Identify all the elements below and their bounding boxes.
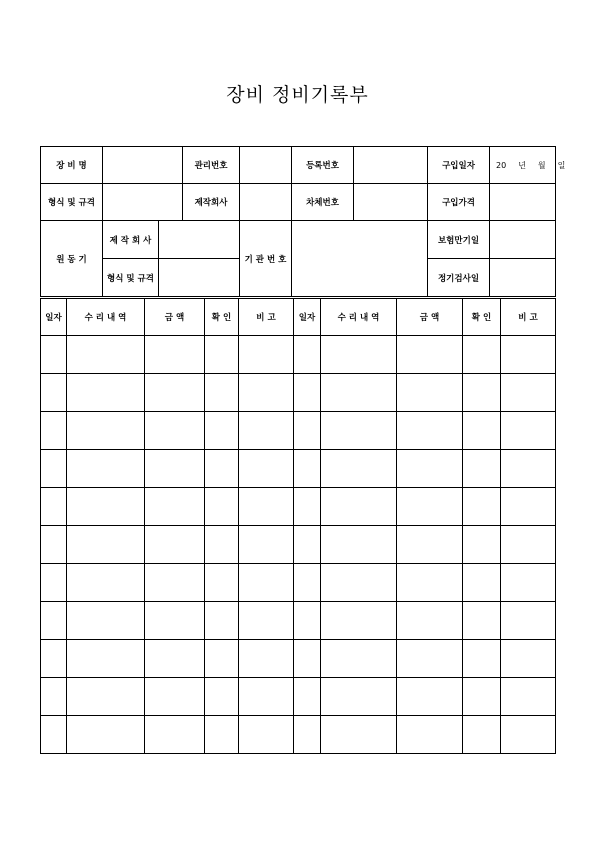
cell-repair-1[interactable] xyxy=(67,640,145,678)
cell-remarks-1[interactable] xyxy=(239,602,294,640)
purchase-date-field[interactable] xyxy=(490,147,566,184)
cell-amount-1[interactable] xyxy=(145,678,205,716)
manufacturer-field[interactable] xyxy=(240,184,292,221)
table-row xyxy=(41,602,556,640)
cell-remarks-1[interactable] xyxy=(239,450,294,488)
cell-date-2[interactable] xyxy=(294,640,321,678)
chassis-no-field[interactable] xyxy=(354,184,428,221)
engine-label: 원 동 기 xyxy=(41,221,103,297)
cell-confirm-2[interactable] xyxy=(463,374,501,412)
inspection-field[interactable] xyxy=(490,259,556,297)
cell-confirm-2[interactable] xyxy=(463,526,501,564)
cell-repair-1[interactable] xyxy=(67,488,145,526)
cell-amount-1[interactable] xyxy=(145,374,205,412)
cell-date-1[interactable] xyxy=(41,336,67,374)
cell-repair-1[interactable] xyxy=(67,526,145,564)
cell-date-2[interactable] xyxy=(294,336,321,374)
table-row xyxy=(41,412,556,450)
cell-repair-2[interactable] xyxy=(321,716,397,754)
cell-repair-2[interactable] xyxy=(321,336,397,374)
model-spec-field[interactable] xyxy=(103,184,183,221)
cell-amount-1[interactable] xyxy=(145,564,205,602)
cell-date-1[interactable] xyxy=(41,374,67,412)
cell-date-1[interactable] xyxy=(41,678,67,716)
engine-maker-label: 제 작 회 사 xyxy=(103,221,159,259)
cell-remarks-1[interactable] xyxy=(239,412,294,450)
engine-no-field[interactable] xyxy=(292,221,428,297)
cell-remarks-1[interactable] xyxy=(239,564,294,602)
cell-date-2[interactable] xyxy=(294,526,321,564)
col-header-repair-2: 수 리 내 역 xyxy=(321,299,397,336)
cell-date-1[interactable] xyxy=(41,412,67,450)
cell-confirm-2[interactable] xyxy=(463,488,501,526)
inspection-label: 정기검사일 xyxy=(428,259,490,297)
month-unit: 월 xyxy=(537,160,546,170)
cell-amount-1[interactable] xyxy=(145,412,205,450)
table-row xyxy=(41,640,556,678)
cell-amount-1[interactable] xyxy=(145,488,205,526)
cell-remarks-1[interactable] xyxy=(239,374,294,412)
repair-log-body xyxy=(41,336,556,754)
reg-no-label: 등록번호 xyxy=(292,147,354,184)
col-header-remarks-1: 비 고 xyxy=(239,299,294,336)
cell-remarks-1[interactable] xyxy=(239,526,294,564)
cell-remarks-2[interactable] xyxy=(501,374,556,412)
cell-amount-1[interactable] xyxy=(145,602,205,640)
cell-remarks-2[interactable] xyxy=(501,640,556,678)
cell-remarks-1[interactable] xyxy=(239,678,294,716)
cell-remarks-2[interactable] xyxy=(501,602,556,640)
equipment-info-grid xyxy=(40,146,566,297)
cell-confirm-2[interactable] xyxy=(463,336,501,374)
cell-date-1[interactable] xyxy=(41,488,67,526)
col-header-remarks-2: 비 고 xyxy=(501,299,556,336)
insurance-exp-field[interactable] xyxy=(490,221,556,259)
table-row xyxy=(41,564,556,602)
cell-confirm-2[interactable] xyxy=(463,678,501,716)
cell-repair-1[interactable] xyxy=(67,412,145,450)
cell-amount-1[interactable] xyxy=(145,450,205,488)
table-row xyxy=(41,678,556,716)
cell-confirm-1[interactable] xyxy=(205,336,239,374)
cell-remarks-1[interactable] xyxy=(239,716,294,754)
cell-confirm-2[interactable] xyxy=(463,412,501,450)
cell-amount-2[interactable] xyxy=(397,374,463,412)
purchase-date-label: 구입일자 xyxy=(428,147,490,184)
col-header-date-2: 일자 xyxy=(294,299,321,336)
cell-repair-1[interactable] xyxy=(67,564,145,602)
cell-amount-2[interactable] xyxy=(397,602,463,640)
cell-remarks-2[interactable] xyxy=(501,716,556,754)
col-header-repair-1: 수 리 내 역 xyxy=(67,299,145,336)
repair-log-header-row xyxy=(41,299,556,336)
cell-repair-2[interactable] xyxy=(321,602,397,640)
equipment-name-field[interactable] xyxy=(103,147,183,184)
cell-date-2[interactable] xyxy=(294,716,321,754)
repair-log-table xyxy=(40,298,556,754)
cell-confirm-2[interactable] xyxy=(463,602,501,640)
cell-date-2[interactable] xyxy=(294,412,321,450)
cell-confirm-1[interactable] xyxy=(205,640,239,678)
equipment-name-label: 장 비 명 xyxy=(41,147,103,184)
cell-date-1[interactable] xyxy=(41,450,67,488)
cell-date-2[interactable] xyxy=(294,564,321,602)
cell-date-1[interactable] xyxy=(41,526,67,564)
cell-date-2[interactable] xyxy=(294,450,321,488)
cell-confirm-2[interactable] xyxy=(463,640,501,678)
col-header-date-1: 일자 xyxy=(41,299,67,336)
chassis-no-label: 차체번호 xyxy=(292,184,354,221)
col-header-amount-2: 금 액 xyxy=(397,299,463,336)
table-row xyxy=(41,374,556,412)
manufacturer-label: 제작회사 xyxy=(183,184,240,221)
cell-repair-2[interactable] xyxy=(321,678,397,716)
col-header-confirm-1: 확 인 xyxy=(205,299,239,336)
cell-remarks-2[interactable] xyxy=(501,678,556,716)
cell-remarks-2[interactable] xyxy=(501,526,556,564)
cell-repair-2[interactable] xyxy=(321,526,397,564)
cell-date-2[interactable] xyxy=(294,374,321,412)
cell-remarks-1[interactable] xyxy=(239,640,294,678)
purchase-price-label: 구입가격 xyxy=(428,184,490,221)
cell-repair-1[interactable] xyxy=(67,450,145,488)
cell-remarks-2[interactable] xyxy=(501,564,556,602)
engine-no-label: 기 관 번 호 xyxy=(240,221,292,297)
cell-amount-2[interactable] xyxy=(397,564,463,602)
col-header-confirm-2: 확 인 xyxy=(463,299,501,336)
model-spec-label: 형식 및 규격 xyxy=(41,184,103,221)
cell-confirm-1[interactable] xyxy=(205,412,239,450)
cell-confirm-2[interactable] xyxy=(463,716,501,754)
cell-repair-1[interactable] xyxy=(67,678,145,716)
mgmt-no-field[interactable] xyxy=(240,147,292,184)
cell-amount-2[interactable] xyxy=(397,640,463,678)
table-row xyxy=(41,716,556,754)
cell-confirm-1[interactable] xyxy=(205,602,239,640)
cell-confirm-1[interactable] xyxy=(205,374,239,412)
cell-confirm-1[interactable] xyxy=(205,564,239,602)
cell-amount-1[interactable] xyxy=(145,526,205,564)
cell-repair-2[interactable] xyxy=(321,412,397,450)
cell-repair-2[interactable] xyxy=(321,564,397,602)
year-unit: 년 xyxy=(518,160,526,170)
cell-confirm-1[interactable] xyxy=(205,678,239,716)
cell-confirm-2[interactable] xyxy=(463,450,501,488)
insurance-exp-label: 보험만기일 xyxy=(428,221,490,259)
cell-date-1[interactable] xyxy=(41,716,67,754)
cell-repair-2[interactable] xyxy=(321,450,397,488)
purchase-price-field[interactable] xyxy=(490,184,556,221)
purchase-date-year: 20 xyxy=(496,160,507,170)
cell-repair-1[interactable] xyxy=(67,716,145,754)
day-unit: 일 xyxy=(557,160,566,170)
cell-amount-2[interactable] xyxy=(397,526,463,564)
cell-repair-1[interactable] xyxy=(67,374,145,412)
cell-repair-2[interactable] xyxy=(321,488,397,526)
cell-repair-1[interactable] xyxy=(67,336,145,374)
table-row xyxy=(41,336,556,374)
cell-amount-2[interactable] xyxy=(397,336,463,374)
cell-remarks-2[interactable] xyxy=(501,488,556,526)
cell-date-1[interactable] xyxy=(41,602,67,640)
cell-amount-2[interactable] xyxy=(397,678,463,716)
cell-date-2[interactable] xyxy=(294,488,321,526)
col-header-amount-1: 금 액 xyxy=(145,299,205,336)
cell-amount-1[interactable] xyxy=(145,640,205,678)
table-row xyxy=(41,450,556,488)
cell-date-2[interactable] xyxy=(294,602,321,640)
cell-date-2[interactable] xyxy=(294,678,321,716)
cell-remarks-2[interactable] xyxy=(501,336,556,374)
cell-confirm-1[interactable] xyxy=(205,716,239,754)
cell-confirm-1[interactable] xyxy=(205,450,239,488)
mgmt-no-label: 관리번호 xyxy=(183,147,240,184)
engine-maker-field[interactable] xyxy=(159,221,240,259)
cell-amount-2[interactable] xyxy=(397,488,463,526)
engine-spec-field[interactable] xyxy=(159,259,240,297)
cell-remarks-1[interactable] xyxy=(239,336,294,374)
cell-amount-2[interactable] xyxy=(397,412,463,450)
cell-repair-2[interactable] xyxy=(321,374,397,412)
table-row xyxy=(41,488,556,526)
table-row xyxy=(41,526,556,564)
cell-confirm-2[interactable] xyxy=(463,564,501,602)
cell-confirm-1[interactable] xyxy=(205,526,239,564)
cell-remarks-1[interactable] xyxy=(239,488,294,526)
cell-date-1[interactable] xyxy=(41,564,67,602)
cell-amount-2[interactable] xyxy=(397,450,463,488)
cell-remarks-2[interactable] xyxy=(501,412,556,450)
cell-remarks-2[interactable] xyxy=(501,450,556,488)
page-title: 장비 정비기록부 xyxy=(226,84,369,106)
cell-repair-1[interactable] xyxy=(67,602,145,640)
cell-repair-2[interactable] xyxy=(321,640,397,678)
cell-date-1[interactable] xyxy=(41,640,67,678)
reg-no-field[interactable] xyxy=(354,147,428,184)
cell-confirm-1[interactable] xyxy=(205,488,239,526)
engine-spec-label: 형식 및 규격 xyxy=(103,259,159,297)
cell-amount-1[interactable] xyxy=(145,336,205,374)
cell-amount-2[interactable] xyxy=(397,716,463,754)
cell-amount-1[interactable] xyxy=(145,716,205,754)
